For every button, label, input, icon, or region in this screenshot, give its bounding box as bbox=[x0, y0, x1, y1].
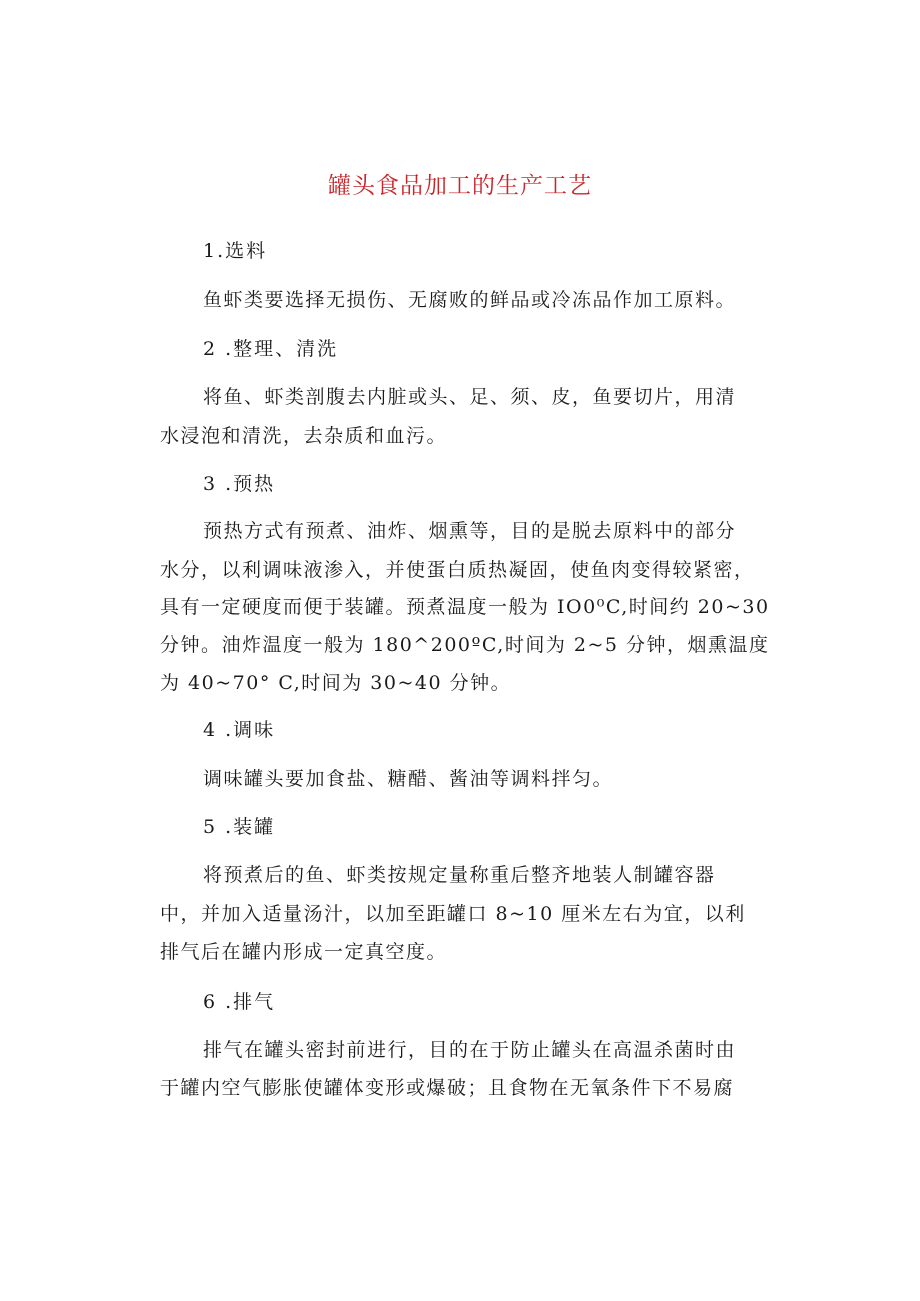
paragraph-line: 鱼虾类要选择无损伤、无腐败的鲜品或冷冻品作加工原料。 bbox=[203, 289, 737, 311]
section-heading-1: 1.选料 bbox=[203, 240, 268, 262]
paragraph-line: 水分，以利调味液渗入，并使蛋白质热凝固，使鱼肉变得较紧密， bbox=[160, 559, 755, 581]
paragraph-line: 水浸泡和清洗，去杂质和血污。 bbox=[160, 425, 448, 447]
paragraph-line: 排气在罐头密封前进行，目的在于防止罐头在高温杀菌时由 bbox=[203, 1039, 737, 1061]
paragraph-line: 调味罐头要加食盐、糖醋、酱油等调料拌匀。 bbox=[203, 768, 614, 790]
paragraph-line: 为 40~70° C,时间为 30~40 分钟。 bbox=[160, 672, 512, 694]
paragraph-line: 中，并加入适量汤汁，以加至距罐口 8~10 厘米左右为宜，以利 bbox=[160, 903, 746, 925]
section-heading-4: 4 .调味 bbox=[203, 719, 276, 741]
section-heading-5: 5 .装罐 bbox=[203, 816, 276, 838]
paragraph-line: 预热方式有预煮、油炸、烟熏等，目的是脱去原料中的部分 bbox=[203, 520, 737, 542]
paragraph-line: 将预煮后的鱼、虾类按规定量称重后整齐地装人制罐容器 bbox=[203, 864, 716, 886]
paragraph-line: 具有一定硬度而便于装罐。预煮温度一般为 IO0⁰C,时间约 20~30 bbox=[160, 596, 770, 618]
section-heading-3: 3 .预热 bbox=[203, 473, 276, 495]
document-title: 罐头食品加工的生产工艺 bbox=[328, 173, 592, 199]
paragraph-line: 分钟。油炸温度一般为 180^200ºC,时间为 2~5 分钟，烟熏温度 bbox=[160, 634, 770, 656]
paragraph-line: 将鱼、虾类剖腹去内脏或头、足、须、皮，鱼要切片，用清 bbox=[203, 386, 737, 408]
section-heading-6: 6 .排气 bbox=[203, 991, 276, 1013]
paragraph-line: 排气后在罐内形成一定真空度。 bbox=[160, 941, 448, 963]
paragraph-line: 于罐内空气膨胀使罐体变形或爆破；且食物在无氧条件下不易腐 bbox=[160, 1077, 735, 1099]
section-heading-2: 2 .整理、清洗 bbox=[203, 338, 339, 360]
